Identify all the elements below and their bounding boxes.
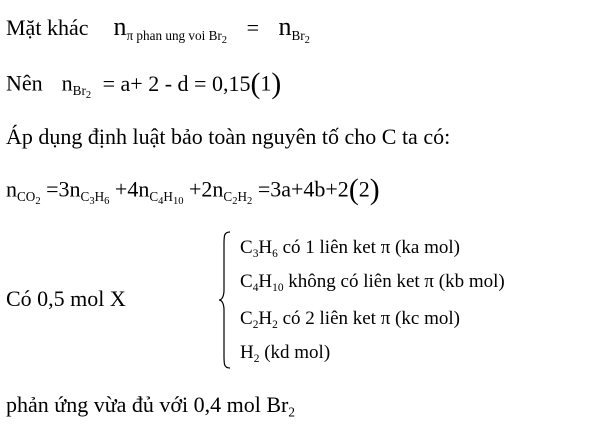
line-1 [6, 14, 310, 46]
line1-prefix: Mặt khác [6, 15, 89, 40]
system-row: $C_2H_2$ có 2 liên ket π (kc mol) [240, 308, 460, 331]
n-symbol: n [113, 12, 127, 41]
equation-rhs: = a+ 2 - d = 0,15 [102, 70, 251, 96]
system-lead: Có 0,5 mol X [6, 286, 126, 311]
n-symbol: n [61, 70, 73, 96]
term-c2h2: +2n [189, 176, 224, 202]
term-c4h10: +4n [114, 176, 150, 202]
line-2: Nên $n_{Br_2} = a+ 2 - d = 0,15(1)$ [6, 68, 282, 102]
equation-label: 2 [358, 176, 370, 202]
line-3 [6, 126, 450, 148]
subscript-br2: Br2 [291, 27, 310, 46]
left-brace-icon [218, 230, 232, 370]
subscript-co2: CO2 [17, 189, 41, 208]
system-row: $H_2$ (kd mol) [240, 342, 331, 365]
term-c3h6: =3n [46, 176, 81, 202]
reaction-statement: phản ứng vừa đủ với 0,4 mol Br [6, 392, 289, 417]
equals-sign: = [246, 15, 259, 40]
equation-label: 1 [260, 70, 272, 96]
subscript-br2: Br2 [72, 83, 92, 102]
system-row: $C_4H_{10}$ không có liên ket π (kb mol) [240, 271, 505, 294]
n-symbol-2: n [278, 12, 292, 41]
line-last: phản ứng vừa đủ với 0,4 mol $Br_2$ [6, 392, 295, 420]
line-4: $n_{CO_2} =3n_{C_3H_6} +4n_{C_4H_{10}} +2n_{C_2H_2} =3a+4b+2(2)$ [6, 174, 380, 208]
line2-prefix: Nên [6, 70, 43, 96]
equation-rhs: =3a+4b+2 [257, 176, 349, 202]
system-row: $C_3H_6$ có 1 liên ket π (ka mol) [240, 237, 460, 260]
subscript-pi-reacted: π phan ung voi Br2 [126, 27, 228, 46]
conservation-statement: Áp dụng định luật bảo toàn nguyên tố cho C ta có: [6, 124, 451, 149]
